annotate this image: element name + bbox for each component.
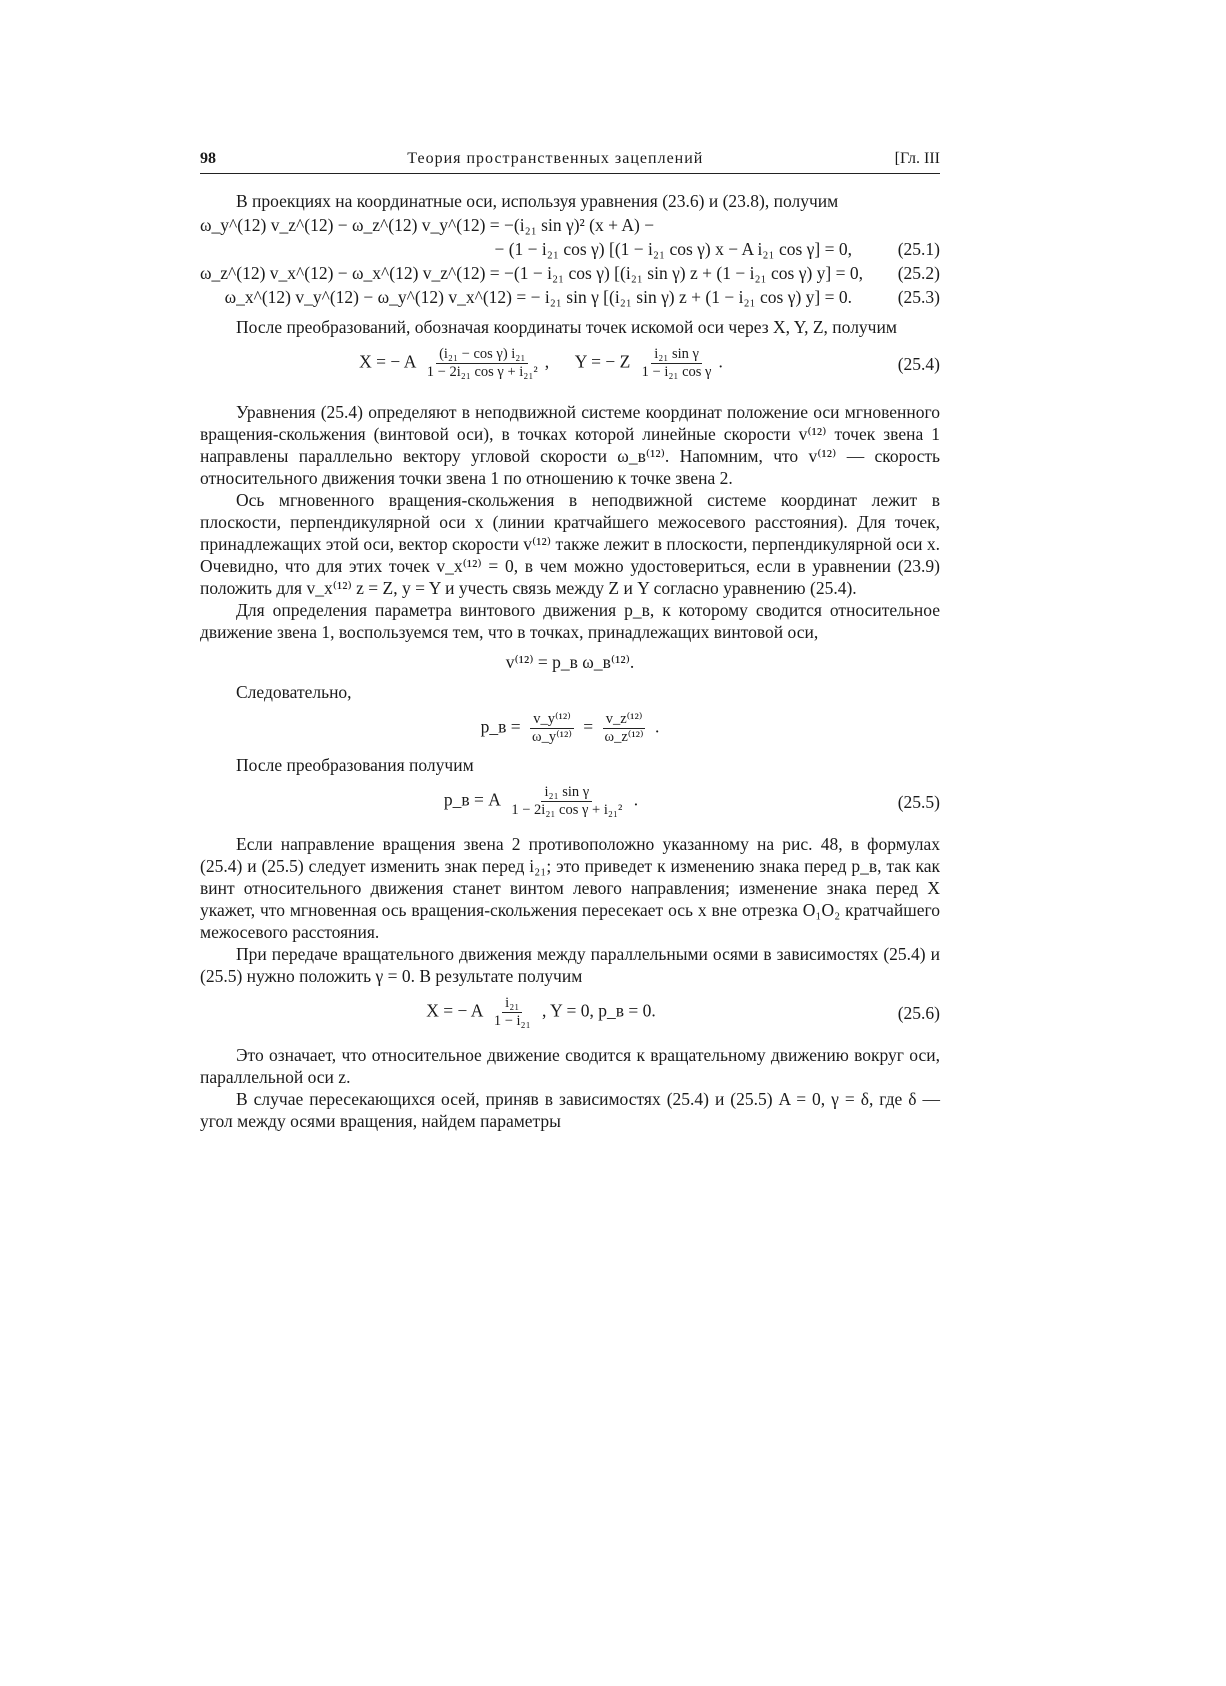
paragraph-1: В проекциях на координатные оси, используя уравнения (23.6) и (23.8), получим xyxy=(236,191,839,211)
equation-25-3 xyxy=(200,286,940,308)
fraction xyxy=(424,346,541,381)
book-page xyxy=(200,148,940,1132)
equation-number: (25.2) xyxy=(897,263,940,283)
equation-25-6-rest: , Y = 0, p_в = 0. xyxy=(542,1000,656,1021)
fraction-denominator: 1 − 2i₂₁ cos γ + i₂₁² xyxy=(426,364,538,380)
paragraph-10: Это означает, что относительное движение сводится к вращательному движению вокруг оси, параллельной оси z. xyxy=(200,1045,940,1087)
paragraph-8: Если направление вращения звена 2 противоположно указанному на рис. 48, в формулах (25.4) и (25.5) следует изменить знак перед i₂₁; это приведет к изменению знака перед p_в, так как винт относительного движения станет винтом левого направления; изменение знака перед X укажет, что мгновенная ось вращения-скольжения пересекает ось x вне отрезка O₁O₂ кратчайшего межосевого расстояния. xyxy=(200,834,940,942)
running-header xyxy=(200,148,940,174)
equation-25-2-body: ω_z^(12) v_x^(12) − ω_x^(12) v_z^(12) = −(1 − i₂₁ cos γ) [(i₂₁ sin γ) z + (1 − i₂₁ cos γ) y] = 0, xyxy=(200,263,863,283)
chapter-label: [Гл. III xyxy=(894,150,940,167)
fraction-numerator: v_y⁽¹²⁾ xyxy=(530,711,574,729)
equation-number: (25.4) xyxy=(897,353,940,374)
running-title: Теория пространственных зацеплений xyxy=(407,150,704,167)
fraction-numerator: (i₂₁ − cos γ) i₂₁ xyxy=(436,346,528,364)
fraction-numerator: i₂₁ sin γ xyxy=(541,784,592,802)
equals-sign: = xyxy=(583,716,594,737)
equation-lhs: p_в = xyxy=(480,716,521,737)
page-number: 98 xyxy=(200,150,216,167)
equation-25-1-line-2 xyxy=(200,238,940,260)
equation-tail: . xyxy=(654,716,660,737)
paragraph-6: Следовательно, xyxy=(236,682,352,702)
paragraph-11: В случае пересекающихся осей, приняв в зависимостях (25.4) и (25.5) A = 0, γ = δ, где δ — угол между осями вращения, найдем параметры xyxy=(200,1089,940,1131)
equation-screw-parameter xyxy=(200,711,940,746)
fraction-denominator: 1 − i₂₁ cos γ xyxy=(641,364,712,380)
equation-25-4-y-lhs: Y = − Z xyxy=(574,351,631,372)
equation-number: (25.3) xyxy=(897,287,940,307)
paragraph-4: Ось мгновенного вращения-скольжения в неподвижной системе координат лежит в плоскости, перпендикулярной оси x (линии кратчайшего межосевого расстояния). Для точек, принадлежащих этой оси, вектор скорости v⁽¹²⁾ также лежит в плоскости, перпендикулярной оси x. Очевидно, что для этих точек v_x⁽¹²⁾ = 0, в чем можно удостовериться, если в уравнении (23.9) положить для v_x⁽¹²⁾ z = Z, y = Y и учесть связь между Z и Y согласно уравнению (25.4). xyxy=(200,490,940,598)
fraction-denominator: 1 − 2i₂₁ cos γ + i₂₁² xyxy=(511,802,623,818)
paragraph-5: Для определения параметра винтового движения p_в, к которому сводится относительное движение звена 1, воспользуемся тем, что в точках, принадлежащих винтовой оси, xyxy=(200,600,940,642)
paragraph-2: После преобразований, обозначая координаты точек искомой оси через X, Y, Z, получим xyxy=(236,317,897,337)
equation-number: (25.5) xyxy=(897,791,940,812)
equation-tail: . xyxy=(633,789,639,810)
equation-25-1-line-1 xyxy=(200,214,940,236)
paragraph-3: Уравнения (25.4) определяют в неподвижной системе координат положение оси мгновенного вращения-скольжения (винтовой оси), в точках которой линейные скорости v⁽¹²⁾ точек звена 1 направлены параллельно вектору угловой скорости ω_в⁽¹²⁾. Напомним, что v⁽¹²⁾ — скорость относительного движения точки звена 1 по отношению к точке звена 2. xyxy=(200,402,940,488)
equation-25-5 xyxy=(200,784,940,819)
equation-screw-velocity xyxy=(200,651,940,673)
equation-25-2 xyxy=(200,262,940,284)
fraction-numerator: i₂₁ xyxy=(502,995,522,1013)
fraction xyxy=(508,784,625,819)
fraction-denominator: 1 − i₂₁ xyxy=(493,1013,531,1029)
equation-25-3-body: ω_x^(12) v_y^(12) − ω_y^(12) v_x^(12) = − i₂₁ sin γ [(i₂₁ sin γ) z + (1 − i₂₁ cos γ) y] = 0. xyxy=(224,287,852,307)
equation-25-1-rhs: − (1 − i₂₁ cos γ) [(1 − i₂₁ cos γ) x − A i₂₁ cos γ] = 0, xyxy=(494,239,852,259)
fraction-numerator: v_z⁽¹²⁾ xyxy=(603,711,646,729)
equation-25-4: X = − A $\frac{\text{(i₂₁ − cos γ) i₂₁}}{\text{1 − 2i₂₁ cos γ + i₂₁²}}$ , Y = − Z $\frac{\text{i₂₁ sin γ}}{\text{1 − i₂₁ cos γ}}$ . (25.4) xyxy=(359,346,940,380)
fraction-denominator: ω_z⁽¹²⁾ xyxy=(604,729,644,745)
equation-number: (25.1) xyxy=(897,239,940,259)
equation-25-6-x-lhs: X = − A xyxy=(426,1000,483,1021)
fraction-numerator: i₂₁ sin γ xyxy=(651,346,702,364)
equation-25-1-lhs: ω_y^(12) v_z^(12) − ω_z^(12) v_y^(12) = −(i₂₁ sin γ)² (x + A) − xyxy=(200,215,655,235)
equation-25-4-x-lhs: X = − A xyxy=(359,351,416,372)
fraction xyxy=(529,711,575,746)
fraction xyxy=(639,346,715,381)
equation-25-5-lhs: p_в = A xyxy=(443,789,500,810)
paragraph-7: После преобразования получим xyxy=(236,755,474,775)
equation-number: (25.6) xyxy=(897,1002,940,1023)
paragraph-9: При передаче вращательного движения между параллельными осями в зависимостях (25.4) и (25.5) нужно положить γ = 0. В результате получим xyxy=(200,944,940,986)
equation-25-6 xyxy=(200,995,940,1030)
fraction xyxy=(491,995,534,1030)
fraction xyxy=(602,711,647,746)
fraction-denominator: ω_y⁽¹²⁾ xyxy=(532,729,572,745)
equation-screw-velocity-body: v⁽¹²⁾ = p_в ω_в⁽¹²⁾. xyxy=(505,652,635,672)
